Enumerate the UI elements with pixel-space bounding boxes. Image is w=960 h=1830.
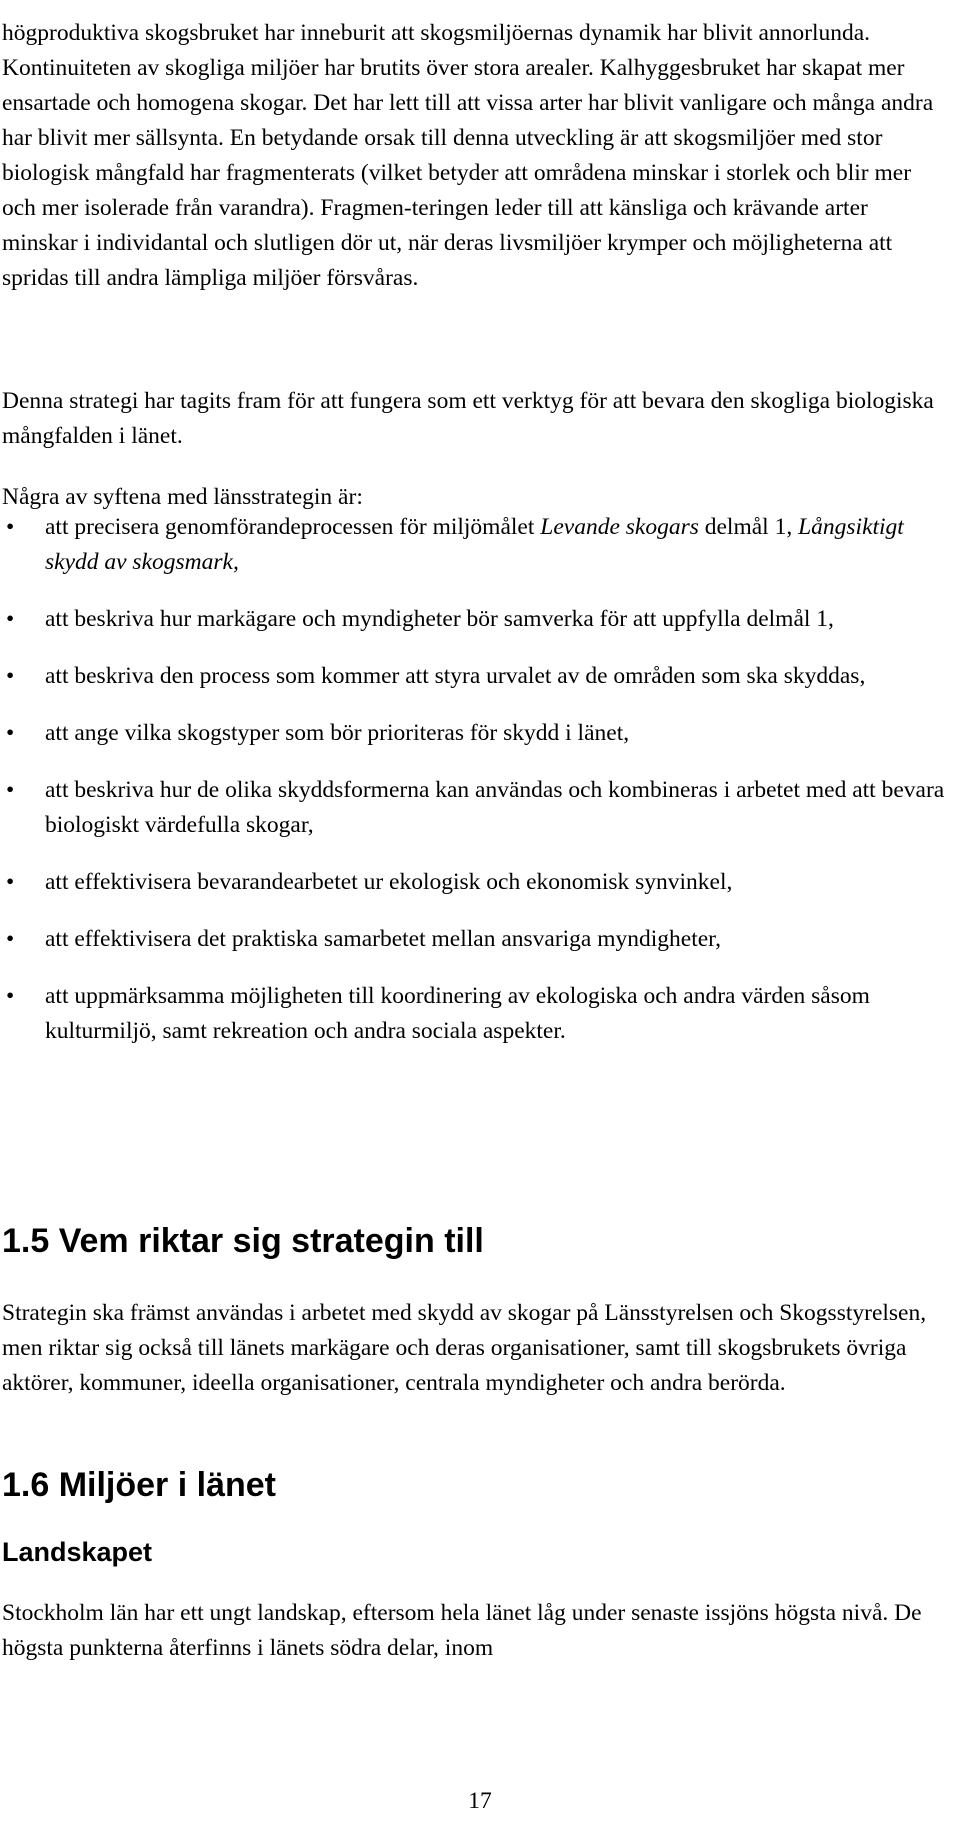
bullet-icon: • <box>6 720 15 746</box>
list-item <box>0 602 945 637</box>
list-item-text: att effektivisera det praktiska samarbetet mellan ansvariga myndigheter, <box>45 926 721 952</box>
list-item-text: att ange vilka skogstyper som bör prioriteras för skydd i länet, <box>45 720 630 746</box>
list-item <box>0 979 945 1049</box>
bullet-icon: • <box>6 983 15 1009</box>
list-item <box>0 659 945 694</box>
section-heading-1-5: 1.5 Vem riktar sig strategin till <box>2 1222 484 1260</box>
list-item-text: att uppmärksamma möjligheten till koordinering av ekologiska och andra värden såsom kulturmiljö, samt rekreation och andra sociala aspekter. <box>45 983 870 1044</box>
purposes-list <box>0 510 945 1071</box>
page-number: 17 <box>468 1788 492 1814</box>
intro-paragraph: högproduktiva skogsbruket har inneburit att skogsmiljöernas dynamik har blivit annorlunda. Kontinuiteten av skogliga miljöer har brutits över stora arealer. Kalhyggesbruket har skapat mer ensartade och homogena skogar. Det har lett till att vissa arter har blivit vanligare och många andra har blivit mer sällsynta. En betydande orsak till denna utveckling är att skogsmiljöer med stor biologisk mångfald har fragmenterats (vilket betyder att områdena minskar i storlek och blir mer och mer isolerade från varandra). Fragmen-teringen leder till att känsliga och krävande arter minskar i individantal och slutligen dör ut, när deras livsmiljöer krymper och möjligheterna att spridas till andra lämpliga miljöer försvåras. <box>2 19 934 291</box>
list-item-text: att beskriva den process som kommer att styra urvalet av de områden som ska skyddas, <box>45 663 866 689</box>
bullet-icon: • <box>6 926 15 952</box>
bullet-icon: • <box>6 869 15 895</box>
list-item <box>0 865 945 900</box>
list-item <box>0 773 945 843</box>
list-item-text: att effektivisera bevarandearbetet ur ekologisk och ekonomisk synvinkel, <box>45 869 733 895</box>
bullet-icon: • <box>6 777 15 803</box>
list-item-text: att beskriva hur de olika skyddsformerna kan användas och kombineras i arbetet med att bevara biologiskt värdefulla skogar, <box>45 777 945 838</box>
purpose-paragraph: Denna strategi har tagits fram för att fungera som ett verktyg för att bevara den skogliga biologiska mångfalden i länet. <box>2 387 934 449</box>
target-audience-paragraph: Strategin ska främst användas i arbetet med skydd av skogar på Länsstyrelsen och Skogsstyrelsen, men riktar sig också till länets markägare och deras organisationer, samt till skogsbrukets övriga aktörer, kommuner, ideella organisationer, centrala myndigheter och andra berörda. <box>2 1299 927 1396</box>
subgoal-name: Långsiktigt skydd av skogsmark, <box>45 514 904 575</box>
list-item <box>0 922 945 957</box>
list-item-text: att beskriva hur markägare och myndigheter bör samverka för att uppfylla delmål 1, <box>45 606 834 632</box>
purposes-lead: Några av syftena med länsstrategin är: <box>2 483 363 510</box>
goal-name: Levande skogars <box>540 514 699 540</box>
list-item-text: delmål 1, <box>698 514 799 540</box>
list-item <box>0 716 945 751</box>
bullet-icon: • <box>6 663 15 689</box>
bullet-icon: • <box>6 606 15 632</box>
bullet-icon: • <box>6 514 15 540</box>
list-item <box>0 510 945 580</box>
landscape-paragraph: Stockholm län har ett ungt landskap, eftersom hela länet låg under senaste issjöns högsta nivå. De högsta punkterna återfinns i länets södra delar, inom <box>2 1599 922 1661</box>
list-item-text: att precisera genomförandeprocessen för miljömålet <box>45 514 541 540</box>
section-heading-1-6: 1.6 Miljöer i länet <box>2 1466 276 1504</box>
subsection-heading-landscape: Landskapet <box>2 1537 153 1567</box>
